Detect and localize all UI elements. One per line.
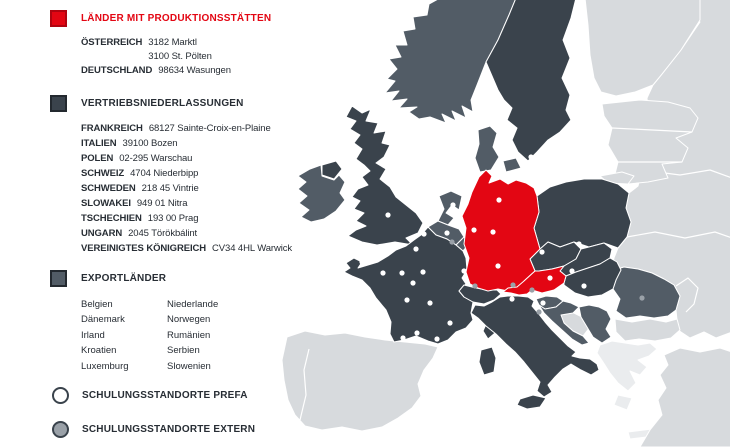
training-extern-label: SCHULUNGSSTANDORTE EXTERN [82, 424, 256, 435]
prefa-training-dot [509, 296, 514, 301]
export-country: Irland [81, 329, 105, 341]
address: 949 01 Nitra [136, 198, 188, 209]
prefa-training-dot [434, 336, 439, 341]
export-column-1 [81, 297, 167, 374]
prefa-training-dot [576, 241, 581, 246]
country-name: VEREINIGTES KÖNIGREICH [81, 243, 207, 254]
legend-training-extern [50, 421, 255, 438]
prefa-training-dot [399, 270, 404, 275]
prefa-training-dot [539, 249, 544, 254]
prefa-training-dot [400, 335, 405, 340]
prefa-training-dot [444, 230, 449, 235]
production-title: LÄNDER MIT PRODUKTIONSSTÄTTEN [81, 13, 272, 24]
prefa-training-dot [547, 275, 552, 280]
country-sardinia [479, 347, 496, 375]
export-country-list [81, 297, 253, 374]
sales-row [81, 151, 292, 166]
sales-row [81, 166, 292, 181]
prefa-training-dot [461, 268, 466, 273]
prefa-training-dot [404, 297, 409, 302]
country-name: SLOWAKEI [81, 198, 131, 209]
country-sicily [517, 395, 546, 409]
prefa-training-dot [450, 202, 455, 207]
prefa-training-dot [540, 300, 545, 305]
country-bulgaria [615, 319, 680, 341]
prefa-training-dot [380, 270, 385, 275]
production-row [81, 36, 271, 64]
country-greece-peloponnese [614, 395, 632, 410]
prefa-training-dot [495, 263, 500, 268]
address: 218 45 Vintrie [141, 183, 199, 194]
prefa-training-dot [413, 246, 418, 251]
sales-row [81, 226, 292, 241]
legend-sales-header [50, 95, 292, 112]
production-color-swatch [50, 10, 67, 27]
extern-training-dot [639, 295, 644, 300]
sales-row [81, 181, 292, 196]
country-turkey [640, 348, 730, 447]
addresses: 98634 Wasungen [158, 65, 231, 76]
extern-training-circle-icon [52, 421, 69, 438]
export-color-swatch [50, 270, 67, 287]
address: 4704 Niederbipp [130, 168, 199, 179]
country-name: ÖSTERREICH [81, 37, 143, 48]
export-country: Niederlande [167, 299, 219, 310]
prefa-training-dot [581, 283, 586, 288]
prefa-training-dot [447, 320, 452, 325]
prefa-training-dot [490, 93, 495, 98]
sales-row [81, 241, 292, 256]
export-country: Rumänien [167, 329, 211, 341]
legend-export-header [50, 270, 253, 287]
country-name: FRANKREICH [81, 123, 143, 134]
prefa-training-dot [414, 330, 419, 335]
address: 2045 Törökbálint [128, 228, 198, 239]
country-netherlands [438, 191, 462, 225]
address: 68127 Sainte-Croix-en-Plaine [148, 123, 271, 134]
sales-title: VERTRIEBSNIEDERLASSUNGEN [81, 98, 244, 109]
country-name: SCHWEDEN [81, 183, 136, 194]
export-country: Belgien [81, 299, 113, 310]
export-country: Slowenien [167, 360, 211, 372]
country-name: POLEN [81, 153, 114, 164]
extern-training-dot [529, 287, 534, 292]
address: 193 00 Prag [147, 213, 199, 224]
country-name: ITALIEN [81, 138, 117, 149]
prefa-training-dot [471, 227, 476, 232]
address: 39100 Bozen [122, 138, 178, 149]
country-greece [597, 341, 657, 391]
country-united-kingdom [346, 106, 423, 245]
country-denmark [475, 126, 499, 172]
legend-training-prefa [50, 387, 248, 404]
extern-training-dot [510, 282, 515, 287]
country-denmark-islands [503, 158, 521, 172]
export-title: EXPORTLÄNDER [81, 273, 167, 284]
prefa-training-dot [421, 231, 426, 236]
prefa-training-dot [385, 212, 390, 217]
export-country: Kroatien [81, 345, 117, 357]
country-france [344, 227, 473, 344]
sales-entries [81, 121, 292, 256]
prefa-training-dot [427, 300, 432, 305]
sales-row [81, 136, 292, 151]
country-name: SCHWEIZ [81, 168, 125, 179]
legend-production-header [50, 10, 271, 27]
prefa-training-dot [420, 269, 425, 274]
prefa-training-dot [410, 280, 415, 285]
prefa-training-dot [359, 259, 364, 264]
sales-color-swatch [50, 95, 67, 112]
export-column-2 [167, 297, 253, 374]
prefa-training-dot [569, 268, 574, 273]
address: CV34 4HL Warwick [212, 243, 293, 254]
extern-training-dot [449, 239, 454, 244]
sales-row [81, 196, 292, 211]
country-poland [534, 179, 631, 249]
production-row [81, 64, 271, 78]
country-name: UNGARN [81, 228, 123, 239]
prefa-training-dot [528, 154, 533, 159]
prefa-training-dot [490, 229, 495, 234]
export-country: Serbien [167, 345, 200, 357]
addresses: 3182 Marktl 3100 St. Pölten [148, 37, 212, 62]
export-country: Luxemburg [81, 360, 129, 372]
legend-production [50, 10, 271, 78]
prefa-training-circle-icon [52, 387, 69, 404]
prefa-training-dot [496, 197, 501, 202]
training-prefa-label: SCHULUNGSSTANDORTE PREFA [82, 390, 248, 401]
sales-row [81, 121, 292, 136]
export-country: Norwegen [167, 314, 211, 326]
extern-training-dot [536, 309, 541, 314]
country-name: DEUTSCHLAND [81, 65, 153, 76]
legend-sales [50, 95, 292, 256]
export-country: Dänemark [81, 314, 125, 326]
extern-training-dot [472, 283, 477, 288]
sales-row [81, 211, 292, 226]
country-name: TSCHECHIEN [81, 213, 142, 224]
legend-export [50, 270, 253, 374]
production-entries [81, 36, 271, 78]
address: 02-295 Warschau [119, 153, 193, 164]
